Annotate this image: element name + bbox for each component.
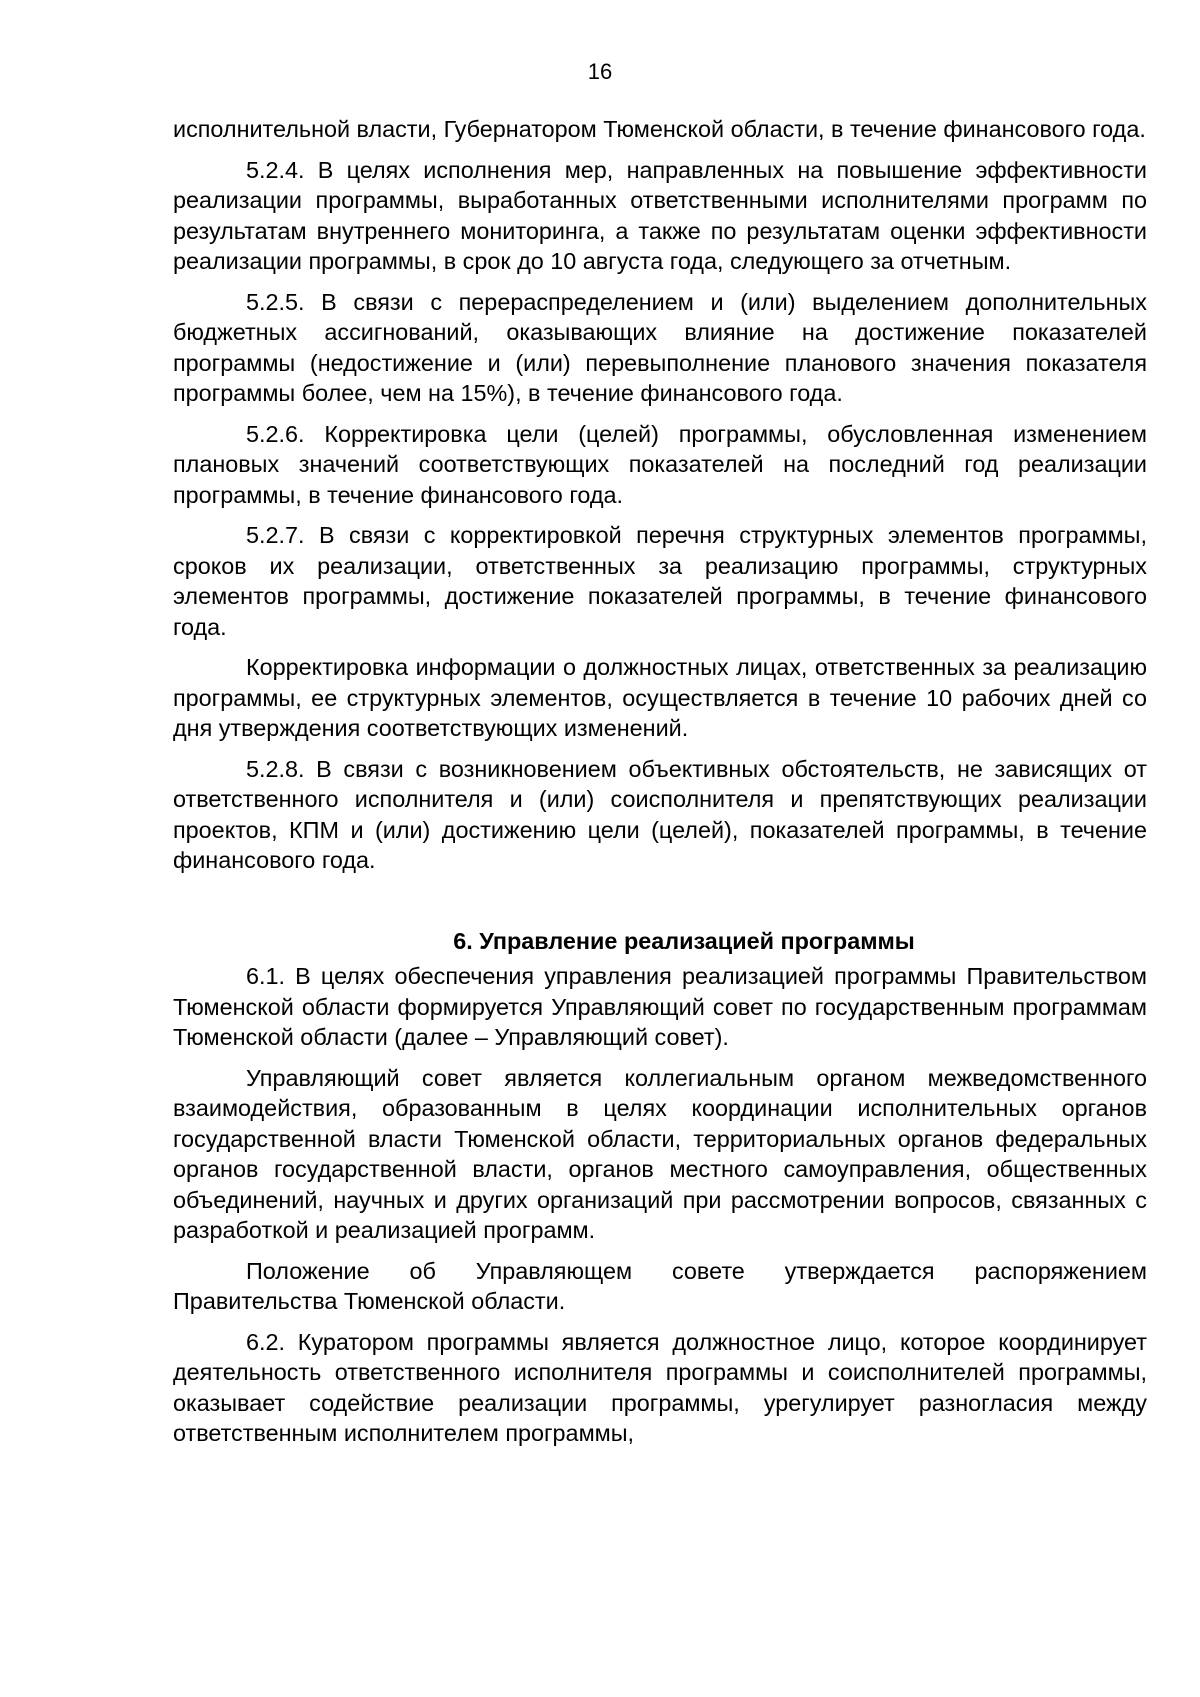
paragraph-officials-correction: Корректировка информации о должностных лицах, ответственных за реализацию программы, ее структурных элементов, осуществляется в течение 10 рабочих дней со дня утверждения соответствующих изменений. — [173, 654, 1147, 741]
paragraph-6-1: 6.1. В целях обеспечения управления реализацией программы Правительством Тюменской области формируется Управляющий совет по государственным программам Тюменской области (далее – Управляющий совет). — [173, 963, 1147, 1050]
paragraph-continuation: исполнительной власти, Губернатором Тюменской области, в течение финансового года. — [173, 116, 1146, 142]
paragraph-5-2-7: 5.2.7. В связи с корректировкой перечня структурных элементов программы, сроков их реализации, ответственных за реализацию программы, структурных элементов программы, достижение показателей программы, в течение финансового года. — [173, 522, 1147, 640]
paragraph-5-2-4: 5.2.4. В целях исполнения мер, направленных на повышение эффективности реализации программы, выработанных ответственными исполнителями программ по результатам внутреннего мониторинга, а также по результатам оценки эффективности реализации программы, в срок до 10 августа года, следующего за отчетным. — [173, 156, 1147, 274]
paragraph-council-description: Управляющий совет является коллегиальным органом межведомственного взаимодействия, образованным в целях координации исполнительных органов государственной власти Тюменской области, территориальных органов федеральных органов государственной власти, органов местного самоуправления, общественных объединений, научных и других организаций при рассмотрении вопросов, связанных с разработкой и реализацией программ. — [173, 1064, 1147, 1243]
paragraph-5-2-8: 5.2.8. В связи с возникновением объективных обстоятельств, не зависящих от ответственного исполнителя и (или) соисполнителя и препятствующих реализации проектов, КПМ и (или) достижению цели (целей), показателей программы, в течение финансового года. — [173, 755, 1147, 873]
document-body — [173, 114, 1147, 1459]
paragraph-5-2-5: 5.2.5. В связи с перераспределением и (или) выделением дополнительных бюджетных ассигнований, оказывающих влияние на достижение показателей программы (недостижение и (или) перевыполнение планового значения показателя программы более, чем на 15%), в течение финансового года. — [173, 288, 1147, 406]
section-6-heading: 6. Управление реализацией программы — [453, 927, 915, 954]
paragraph-5-2-6: 5.2.6. Корректировка цели (целей) программы, обусловленная изменением плановых значений соответствующих показателей на последний год реализации программы, в течение финансового года. — [173, 420, 1147, 508]
paragraph-6-2: 6.2. Куратором программы является должностное лицо, которое координирует деятельность ответственного исполнителя программы и соисполнителей программы, оказывает содействие реализации программы, урегулирует разногласия между ответственным исполнителем программы, — [173, 1328, 1147, 1446]
page-number: 16 — [587, 59, 613, 84]
paragraph-council-regulation: Положение об Управляющем совете утверждается распоряжением Правительства Тюменской области. — [173, 1257, 1147, 1314]
